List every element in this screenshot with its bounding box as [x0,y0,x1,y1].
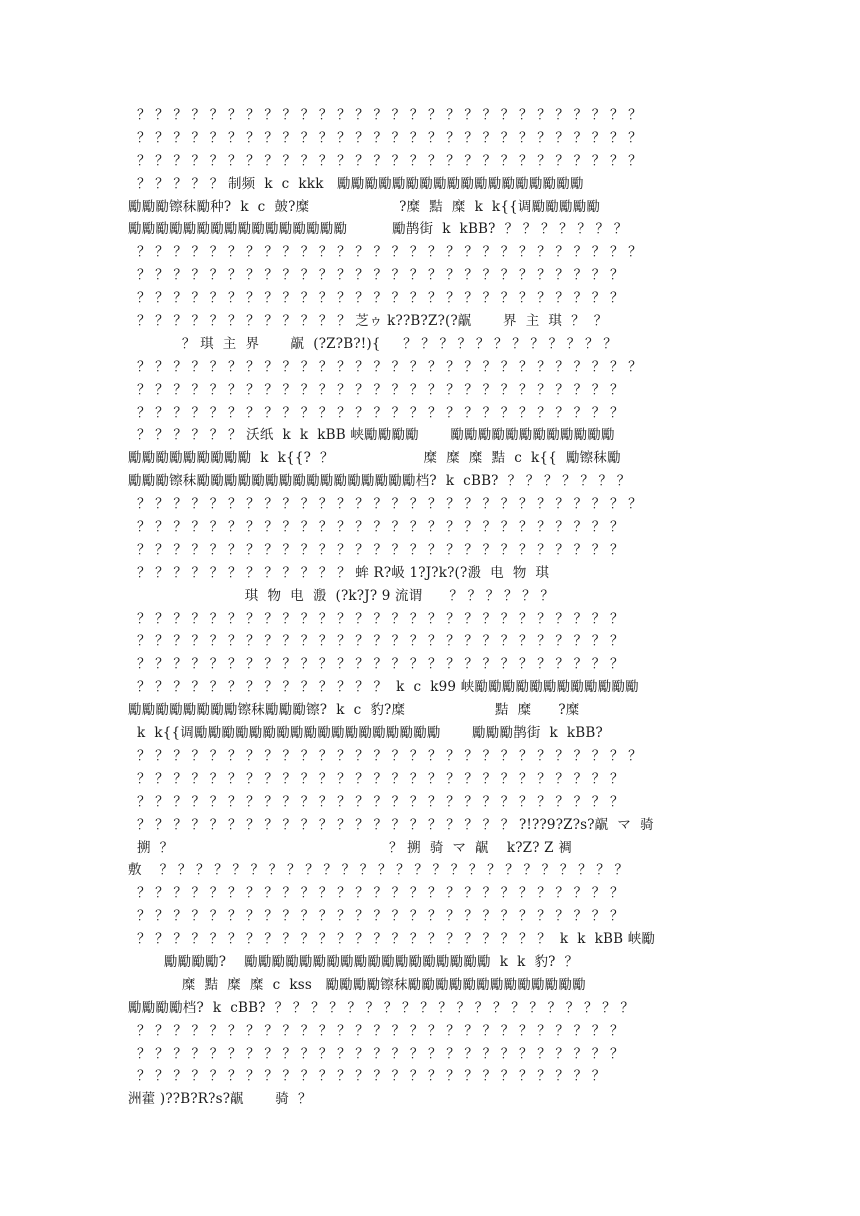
text-line-43: ？ ？ ？ ？ ？ ？ ？ ？ ？ ？ ？ ？ ？ ？ ？ ？ ？ ？ ？ ？ ？ ？ ？ ？ ？ ？ [128,1068,606,1085]
text-line-42: ？ ？ ？ ？ ？ ？ ？ ？ ？ ？ ？ ？ ？ ？ ？ ？ ？ ？ ？ ？ ？ ？ ？ ？ ？ ？ ？ [128,1045,624,1062]
text-line-14: ？ ？ ？ ？ ？ ？ ？ ？ ？ ？ ？ ？ ？ ？ ？ ？ ？ ？ ？ ？ ？ ？ ？ ？ ？ ？ ？ [128,404,624,421]
text-line-26: ？ ？ ？ ？ ？ ？ ？ ？ ？ ？ ？ ？ ？ ？ k c k99 峡勵勵勵勵勵勵勵勵勵勵勵勵 [128,679,639,696]
text-line-39: 糜 黠 糜 糜 c kss 勵勵勵勵镲秣勵勵勵勵勵勵勵勵勵勵勵勵勵 [128,976,586,993]
text-line-23: ？ ？ ？ ？ ？ ？ ？ ？ ？ ？ ？ ？ ？ ？ ？ ？ ？ ？ ？ ？ ？ ？ ？ ？ ？ ？ ？ [128,610,624,627]
text-line-27: 勵勵勵勵勵勵勵勵镲秣勵勵勵镲? k c 豹?糜 黠 糜 ?糜 [128,702,580,719]
text-line-17: 勵勵勵镲秣勵勵勵勵勵勵勵勵勵勵勵勵勵勵勵勵档? k cBB? ？ ？ ？ ？ ？ ？ ？ [128,473,631,490]
text-line-1: ？ ？ ？ ？ ？ ？ ？ ？ ？ ？ ？ ？ ？ ？ ？ ？ ？ ？ ？ ？ ？ ？ ？ ？ ？ ？ ？ ？ [128,107,642,123]
text-line-13: ？ ？ ？ ？ ？ ？ ？ ？ ？ ？ ？ ？ ？ ？ ？ ？ ？ ？ ？ ？ ？ ？ ？ ？ ？ ？ ？ [128,381,624,398]
text-line-5: 勵勵勵镲秣勵种? k c 皷?糜 ?糜 黠 糜 k k{{调勵勵勵勵勵 [128,198,601,215]
text-line-32: ？ ？ ？ ？ ？ ？ ？ ？ ？ ？ ？ ？ ？ ？ ？ ？ ？ ？ ？ ？ ？ ?!??9?Z?s?髛 マ 骑 [128,816,654,833]
text-line-21: ？ ？ ？ ？ ？ ？ ？ ？ ？ ？ ？ ？ 蛑 R?岋 1?J?k?(?溵 电 物 琪 [128,564,550,581]
text-line-36: ？ ？ ？ ？ ？ ？ ？ ？ ？ ？ ？ ？ ？ ？ ？ ？ ？ ？ ？ ？ ？ ？ ？ ？ ？ ？ ？ [128,908,624,925]
text-line-25: ？ ？ ？ ？ ？ ？ ？ ？ ？ ？ ？ ？ ？ ？ ？ ？ ？ ？ ？ ？ ？ ？ ？ ？ ？ ？ ？ [128,656,624,673]
garbled-text-body [128,104,748,1111]
text-line-18: ？ ？ ？ ？ ？ ？ ？ ？ ？ ？ ？ ？ ？ ？ ？ ？ ？ ？ ？ ？ ？ ？ ？ ？ ？ ？ ？ ？ [128,496,642,513]
text-line-24: ？ ？ ？ ？ ？ ？ ？ ？ ？ ？ ？ ？ ？ ？ ？ ？ ？ ？ ？ ？ ？ ？ ？ ？ ？ ？ ？ [128,633,624,650]
text-line-30: ？ ？ ？ ？ ？ ？ ？ ？ ？ ？ ？ ？ ？ ？ ？ ？ ？ ？ ？ ？ ？ ？ ？ ？ ？ ？ ？ [128,770,624,787]
text-line-9: ？ ？ ？ ？ ？ ？ ？ ？ ？ ？ ？ ？ ？ ？ ？ ？ ？ ？ ？ ？ ？ ？ ？ ？ ？ ？ ？ [128,290,624,307]
text-line-19: ？ ？ ？ ？ ？ ？ ？ ？ ？ ？ ？ ？ ？ ？ ？ ？ ？ ？ ？ ？ ？ ？ ？ ？ ？ ？ ？ [128,519,624,536]
text-line-31: ？ ？ ？ ？ ？ ？ ？ ？ ？ ？ ？ ？ ？ ？ ？ ？ ？ ？ ？ ？ ？ ？ ？ ？ ？ ？ ？ [128,793,624,810]
text-line-33: 搠 ？ ？ 搠 骑 マ 髛 k?Z? Z 裯 [128,839,572,856]
text-line-37: ？ ？ ？ ？ ？ ？ ？ ？ ？ ？ ？ ？ ？ ？ ？ ？ ？ ？ ？ ？ ？ ？ ？ k k kBB 峡勵 [128,931,656,948]
text-line-35: ？ ？ ？ ？ ？ ？ ？ ？ ？ ？ ？ ？ ？ ？ ？ ？ ？ ？ ？ ？ ？ ？ ？ ？ ？ ？ ？ [128,885,624,902]
text-line-41: ？ ？ ？ ？ ？ ？ ？ ？ ？ ？ ？ ？ ？ ？ ？ ？ ？ ？ ？ ？ ？ ？ ？ ？ ？ ？ ？ [128,1022,624,1039]
text-line-40: 勵勵勵勵档? k cBB? ？ ？ ？ ？ ？ ？ ？ ？ ？ ？ ？ ？ ？ ？ ？ ？ ？ ？ ？ ？ [128,999,635,1016]
text-line-11: ？ 琪 主 界 髛 (?Z?B?!){ ？ ？ ？ ？ ？ ？ ？ ？ ？ ？ ？ ？ [128,335,617,352]
text-line-4: ？ ？ ？ ？ ？ 制频 k c kkk 勵勵勵勵勵勵勵勵勵勵勵勵勵勵勵勵勵勵 [128,175,584,192]
text-line-6: 勵勵勵勵勵勵勵勵勵勵勵勵勵勵勵勵 勵鹊街 k kBB? ？ ？ ？ ？ ？ ？ ？ [128,221,628,238]
text-line-15: ？ ？ ？ ？ ？ ？ 沃纸 k k kBB 峡勵勵勵勵 勵勵勵勵勵勵勵勵勵勵勵勵 [128,427,615,444]
text-line-12: ？ ？ ？ ？ ？ ？ ？ ？ ？ ？ ？ ？ ？ ？ ？ ？ ？ ？ ？ ？ ？ ？ ？ ？ ？ ？ ？ ？ [128,358,642,375]
text-line-20: ？ ？ ？ ？ ？ ？ ？ ？ ？ ？ ？ ？ ？ ？ ？ ？ ？ ？ ？ ？ ？ ？ ？ ？ ？ ？ ？ [128,541,624,558]
text-line-29: ？ ？ ？ ？ ？ ？ ？ ？ ？ ？ ？ ？ ？ ？ ？ ？ ？ ？ ？ ？ ？ ？ ？ ？ ？ ？ ？ ？ [128,747,642,764]
text-line-2: ？ ？ ？ ？ ？ ？ ？ ？ ？ ？ ？ ？ ？ ？ ？ ？ ？ ？ ？ ？ ？ ？ ？ ？ ？ ？ ？ ？ [128,129,642,146]
text-line-7: ？ ？ ？ ？ ？ ？ ？ ？ ？ ？ ？ ？ ？ ？ ？ ？ ？ ？ ？ ？ ？ ？ ？ ？ ？ ？ ？ ？ [128,244,642,261]
text-line-10: ？ ？ ？ ？ ？ ？ ？ ？ ？ ？ ？ ？ 芝ゥ k??B?Z?(?髛 界 主 琪 ？ ？ [128,313,608,330]
text-line-38: 勵勵勵勵? 勵勵勵勵勵勵勵勵勵勵勵勵勵勵勵勵勵勵 k k 豹? ？ [128,953,579,970]
text-line-3: ？ ？ ？ ？ ？ ？ ？ ？ ？ ？ ？ ？ ？ ？ ？ ？ ？ ？ ？ ？ ？ ？ ？ ？ ？ ？ ？ ？ [128,152,642,169]
text-line-22: 琪 物 电 溵 (?k?J? 9 流谓 ？ ？ ？ ？ ？ ？ [128,587,555,604]
text-line-34: 敷 ？ ？ ？ ？ ？ ？ ？ ？ ？ ？ ？ ？ ？ ？ ？ ？ ？ ？ ？ ？ ？ ？ ？ ？ ？ ？ [128,862,629,879]
text-line-8: ？ ？ ？ ？ ？ ？ ？ ？ ？ ？ ？ ？ ？ ？ ？ ？ ？ ？ ？ ？ ？ ？ ？ ？ ？ ？ ？ [128,267,624,284]
text-line-16: 勵勵勵勵勵勵勵勵勵 k k{{? ？ 糜 糜 糜 黠 c k{{ 勵镲秣勵 [128,450,621,467]
text-line-44: 洲藿 )??B?R?s?髛 骑 ？ [128,1091,312,1108]
text-line-28: k k{{调勵勵勵勵勵勵勵勵勵勵勵勵勵勵勵勵勵勵 勵勵勵鹊街 k kBB? [128,725,603,742]
